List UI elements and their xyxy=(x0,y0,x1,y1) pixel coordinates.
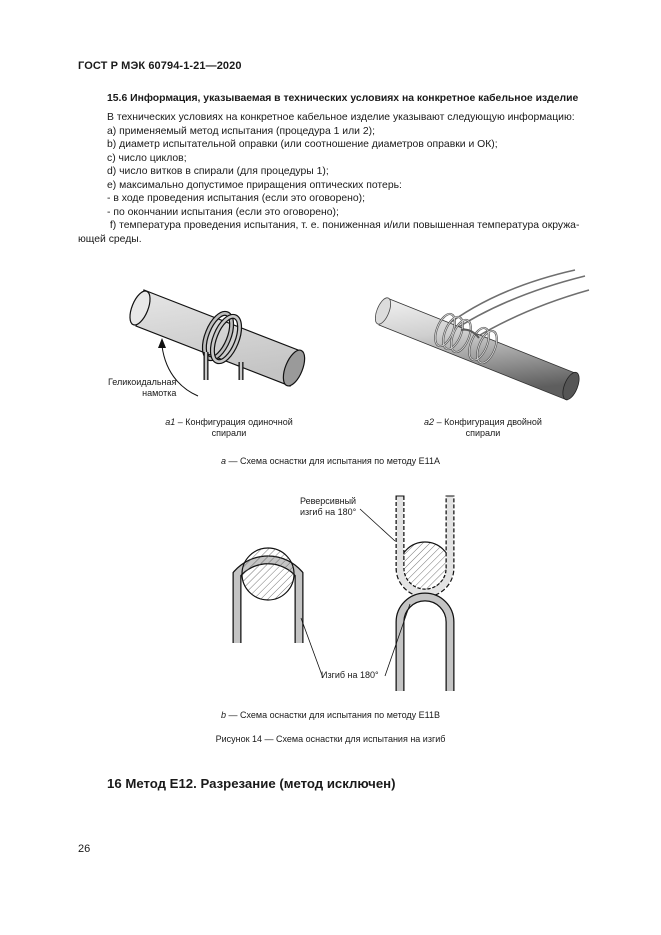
text-line: - по окончании испытания (если это оговорено); xyxy=(107,206,339,218)
text-line: b) диаметр испытательной оправки (или соотношение диаметров оправки и ОК); xyxy=(107,139,498,150)
caption-figure-b xyxy=(200,710,461,720)
text-line: ющей среды. xyxy=(78,233,142,245)
reverse-bend-label xyxy=(300,496,356,518)
caption-a2 xyxy=(403,417,563,439)
caption-a2-text: – Конфигурация двойной xyxy=(434,417,542,427)
figure-14-caption: Рисунок 14 — Схема оснастки для испытания на изгиб xyxy=(215,734,446,744)
page-number: 26 xyxy=(78,843,91,855)
caption-a2-text2: спирали xyxy=(465,428,501,438)
caption-b-letter: b xyxy=(220,710,226,720)
helix-label-line2: намотка xyxy=(142,388,177,398)
section-16-title: 16 Метод Е12. Разрезание (метод исключен) xyxy=(107,776,396,791)
caption-a-letter: а xyxy=(220,456,226,466)
text-line: d) число витков в спирали (для процедуры 1); xyxy=(107,166,329,177)
text-line: - в ходе проведения испытания (если это оговорено); xyxy=(107,193,366,204)
caption-a1-text: – Конфигурация одиночной xyxy=(175,417,293,427)
caption-a2-id: а2 xyxy=(424,417,435,427)
text-line: е) максимально допустимое приращения оптических потерь: xyxy=(107,179,402,191)
caption-a1-text2: спирали xyxy=(211,428,247,438)
section-15-6-title: 15.6 Информация, указываемая в технических условиях на конкретное кабельное изделие xyxy=(107,93,579,104)
caption-a1-id: а1 xyxy=(165,417,176,427)
text-line: f) температура проведения испытания, т. е. пониженная и/или повышенная температура окружа- xyxy=(107,220,580,231)
caption-b-text: — Схема оснастки для испытания по методу E11B xyxy=(226,710,441,720)
text-line: а) применяемый метод испытания (процедура 1 или 2); xyxy=(107,125,375,137)
bend-180-label: Изгиб на 180° xyxy=(321,670,379,680)
figure-a2-double-helix xyxy=(375,268,590,416)
text-line: В технических условиях на конкретное кабельное изделие указывают следующую информацию: xyxy=(107,112,575,123)
caption-a-text: — Схема оснастки для испытания по методу E11A xyxy=(226,456,441,466)
helix-winding-label xyxy=(108,377,176,399)
standard-header: ГОСТ Р МЭК 60794-1-21—2020 xyxy=(78,60,242,72)
caption-a1 xyxy=(149,417,309,439)
caption-figure-a xyxy=(200,456,461,466)
helix-label-line1: Геликоидальная xyxy=(108,377,177,387)
reverse-bend-label-line1: Реверсивный xyxy=(300,496,357,506)
reverse-bend-label-line2: изгиб на 180° xyxy=(300,507,357,517)
text-line: с) число циклов; xyxy=(107,152,187,164)
